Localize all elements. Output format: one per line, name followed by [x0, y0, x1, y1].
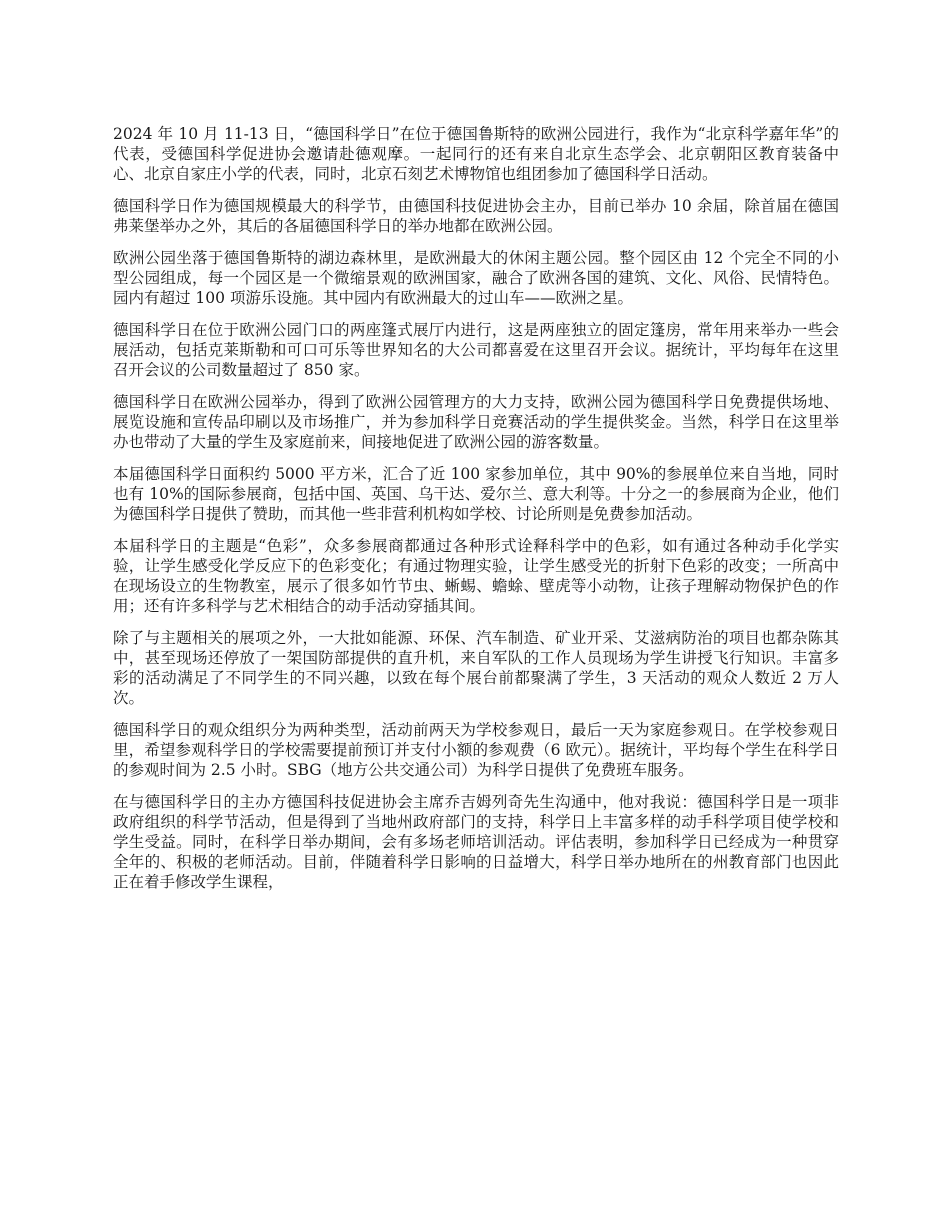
paragraph-2: 德国科学日作为德国规模最大的科学节，由德国科技促进协会主办，目前已举办 10 余届，除首届在德国弗莱堡举办之外，其后的各届德国科学日的举办地都在欧洲公园。	[113, 197, 839, 235]
paragraph-4: 德国科学日在位于欧洲公园门口的两座篷式展厅内进行，这是两座独立的固定篷房，常年用来举办一些会展活动，包括克莱斯勒和可口可乐等世界知名的大公司都喜爱在这里召开会议。据统计，平均每年在这里召开会议的公司数量超过了 850 家。	[113, 321, 839, 379]
paragraph-1: 2024 年 10 月 11-13 日，“德国科学日”在位于德国鲁斯特的欧洲公园进行，我作为“北京科学嘉年华”的代表，受德国科学促进协会邀请赴德观摩。一起同行的还有来自北京生态学会、北京朝阳区教育装备中心、北京自家庄小学的代表，同时，北京石刻艺术博物馆也组团参加了德国科学日活动。	[113, 125, 839, 183]
paragraph-5: 德国科学日在欧洲公园举办，得到了欧洲公园管理方的大力支持，欧洲公园为德国科学日免费提供场地、展览设施和宣传品印刷以及市场推广，并为参加科学日竞赛活动的学生提供奖金。当然，科学日在这里举办也带动了大量的学生及家庭前来，间接地促进了欧洲公园的游客数量。	[113, 393, 839, 451]
paragraph-3: 欧洲公园坐落于德国鲁斯特的湖边森林里，是欧洲最大的休闲主题公园。整个园区由 12 个完全不同的小型公园组成，每一个园区是一个微缩景观的欧洲国家，融合了欧洲各国的建筑、文化、风俗、民情特色。园内有超过 100 项游乐设施。其中园内有欧洲最大的过山车——欧洲之星。	[113, 249, 839, 307]
paragraph-9: 德国科学日的观众组织分为两种类型，活动前两天为学校参观日，最后一天为家庭参观日。在学校参观日里，希望参观科学日的学校需要提前预订并支付小额的参观费（6 欧元）。据统计，平均每个学生在科学日的参观时间为 2.5 小时。SBG（地方公共交通公司）为科学日提供了免费班车服务。	[113, 721, 839, 779]
document-body	[113, 124, 839, 904]
paragraph-6: 本届德国科学日面积约 5000 平方米，汇合了近 100 家参加单位，其中 90%的参展单位来自当地，同时也有 10%的国际参展商，包括中国、英国、乌干达、爱尔兰、意大利等。十分之一的参展商为企业，他们为德国科学日提供了赞助，而其他一些非营利机构如学校、讨论所则是免费参加活动。	[113, 465, 839, 523]
paragraph-8: 除了与主题相关的展项之外，一大批如能源、环保、汽车制造、矿业开采、艾滋病防治的项目也都杂陈其中，甚至现场还停放了一架国防部提供的直升机，来自军队的工作人员现场为学生讲授飞行知识。丰富多彩的活动满足了不同学生的不同兴趣，以致在每个展台前都聚满了学生，3 天活动的观众人数近 2 万人次。	[113, 629, 839, 707]
paragraph-7: 本届科学日的主题是“色彩”，众多参展商都通过各种形式诠释科学中的色彩，如有通过各种动手化学实验，让学生感受化学反应下的色彩变化；有通过物理实验，让学生感受光的折射下色彩的改变；一所高中在现场设立的生物教室，展示了很多如竹节虫、蜥蜴、蟾蜍、壁虎等小动物，让孩子理解动物保护色的作用；还有许多科学与艺术相结合的动手活动穿插其间。	[113, 537, 839, 615]
paragraph-10: 在与德国科学日的主办方德国科技促进协会主席乔吉姆列奇先生沟通中，他对我说：德国科学日是一项非政府组织的科学节活动，但是得到了当地州政府部门的支持，科学日上丰富多样的动手科学项目使学校和学生受益。同时，在科学日举办期间，会有多场老师培训活动。评估表明，参加科学日已经成为一种贯穿全年的、积极的老师活动。目前，伴随着科学日影响的日益增大，科学日举办地所在的州教育部门也因此正在着手修改学生课程，	[113, 793, 839, 891]
